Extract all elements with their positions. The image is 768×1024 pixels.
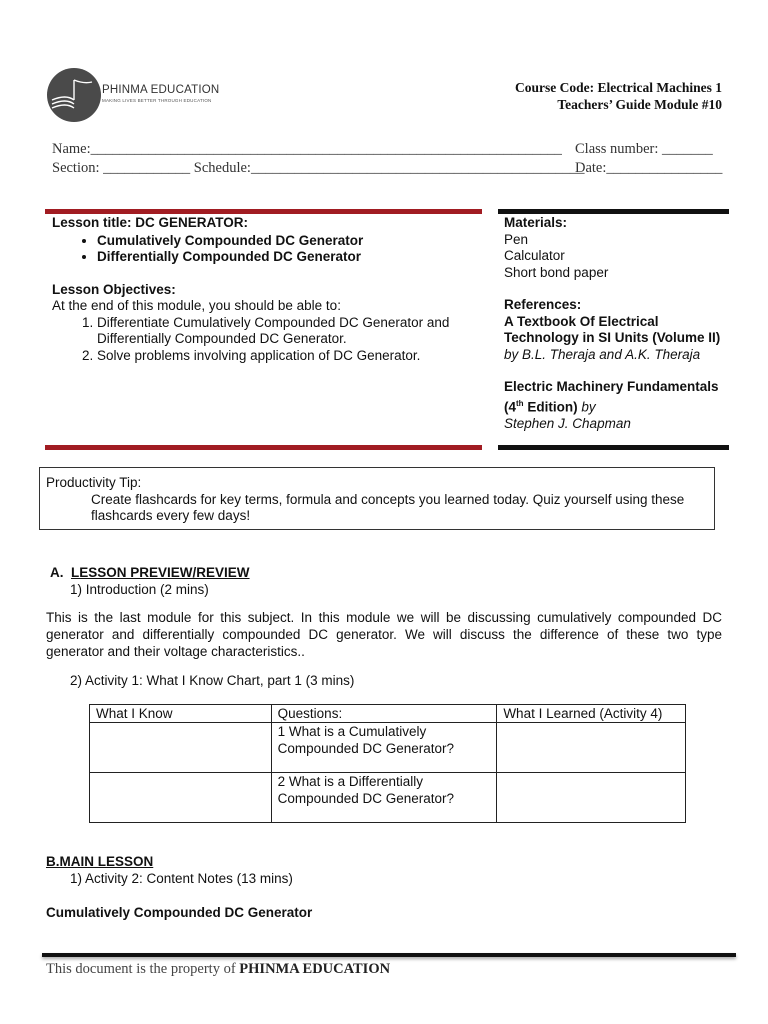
table-header-row — [90, 705, 686, 723]
reference-1 — [504, 314, 726, 364]
intro-paragraph: This is the last module for this subject. In this module we will be discussing cumulatively compounded DC generator and differentially compounded DC generator. We will discuss the difference of these two type generator and their voltage characteristics.. — [46, 610, 722, 659]
table-cell-know[interactable] — [90, 773, 272, 823]
date-field[interactable]: Date:________________ — [575, 160, 723, 176]
logo-tagline: MAKING LIVES BETTER THROUGH EDUCATION — [102, 98, 212, 103]
productivity-tip-box — [39, 467, 715, 530]
course-info — [515, 79, 722, 113]
objectives-heading: Lesson Objectives: — [52, 281, 176, 297]
lesson-top-bar — [45, 209, 482, 214]
references-heading: References: — [504, 297, 582, 312]
section-a-item-2: 2) Activity 1: What I Know Chart, part 1 (3 mins) — [70, 673, 355, 688]
lesson-topics — [52, 233, 492, 266]
class-number-field[interactable]: Class number: _______ — [575, 141, 713, 157]
lesson-title: Lesson title: DC GENERATOR: — [52, 215, 249, 230]
course-code: Course Code: Electrical Machines 1 — [515, 80, 722, 95]
material-item: Pen — [504, 231, 529, 247]
materials-bottom-bar — [498, 445, 729, 450]
logo-name: PHINMA EDUCATION — [102, 84, 220, 96]
lesson-panel — [52, 215, 492, 364]
tip-heading: Productivity Tip: — [46, 475, 142, 490]
table-cell-question: 1 What is a Cumulatively Compounded DC Generator? — [271, 723, 497, 773]
section-a-item-1: 1) Introduction (2 mins) — [70, 582, 209, 597]
section-a-letter: A. — [50, 565, 64, 580]
name-field[interactable]: Name:_________________________________________________________________ — [52, 141, 562, 157]
materials-top-bar — [498, 209, 729, 214]
lesson-topic: • Cumulatively Compounded DC Generator — [97, 233, 492, 250]
kwl-table — [89, 704, 686, 823]
table-header-cell: What I Know — [90, 705, 272, 723]
reference-2-author: Stephen J. Chapman — [504, 415, 631, 431]
reference-2-title-a: Electric Machinery Fundamentals (4 — [504, 379, 719, 414]
table-row — [90, 723, 686, 773]
table-cell-learned[interactable] — [497, 773, 686, 823]
section-b-heading: B.MAIN LESSON — [46, 854, 154, 869]
section-b-item-1: 1) Activity 2: Content Notes (13 mins) — [70, 871, 293, 886]
footer-text — [46, 961, 390, 978]
objective-item: 1. Differentiate Cumulatively Compounded DC Generator and Differentially Compounded DC Generator. — [97, 315, 492, 348]
section-schedule-field[interactable]: Section: ____________ Schedule:______________________________________________ — [52, 160, 585, 176]
materials-heading: Materials: — [504, 215, 568, 230]
section-a-heading — [50, 564, 250, 581]
lesson-bottom-bar — [45, 445, 482, 450]
material-item: Short bond paper — [504, 264, 609, 280]
table-header-cell: What I Learned (Activity 4) — [497, 705, 686, 723]
footer-prefix: This document is the property of — [46, 961, 240, 977]
phinma-logo-icon — [46, 66, 102, 124]
reference-2-title-b: Edition) — [523, 399, 578, 414]
table-cell-question: 2 What is a Differentially Compounded DC Generator? — [271, 773, 497, 823]
module-title: Teachers’ Guide Module #10 — [557, 97, 722, 112]
material-item: Calculator — [504, 248, 565, 263]
logo-text — [102, 84, 219, 103]
footer-divider — [42, 953, 736, 957]
reference-1-title: A Textbook Of Electrical Technology in SI Units (Volume II) — [504, 313, 721, 345]
section-a-title: LESSON PREVIEW/REVIEW — [71, 565, 250, 580]
reference-2-by: by — [577, 399, 596, 414]
table-cell-know[interactable] — [90, 723, 272, 773]
footer-org: PHINMA EDUCATION — [239, 961, 391, 977]
section-b-subheading: Cumulatively Compounded DC Generator — [46, 905, 313, 920]
materials-panel — [504, 215, 726, 432]
table-row — [90, 773, 686, 823]
table-cell-learned[interactable] — [497, 723, 686, 773]
objectives-list — [52, 315, 492, 365]
lesson-topic: • Differentially Compounded DC Generator — [97, 249, 492, 266]
reference-2 — [504, 379, 726, 416]
reference-2-sup: th — [516, 398, 524, 408]
tip-body: Create flashcards for key terms, formula and concepts you learned today. Quiz yourself using these flashcards every few days! — [91, 491, 685, 523]
table-header-cell: Questions: — [271, 705, 497, 723]
objective-item: 2. Solve problems involving application of DC Generator. — [97, 348, 492, 365]
reference-1-author: by B.L. Theraja and A.K. Theraja — [504, 346, 701, 362]
objectives-intro: At the end of this module, you should be able to: — [52, 298, 341, 313]
